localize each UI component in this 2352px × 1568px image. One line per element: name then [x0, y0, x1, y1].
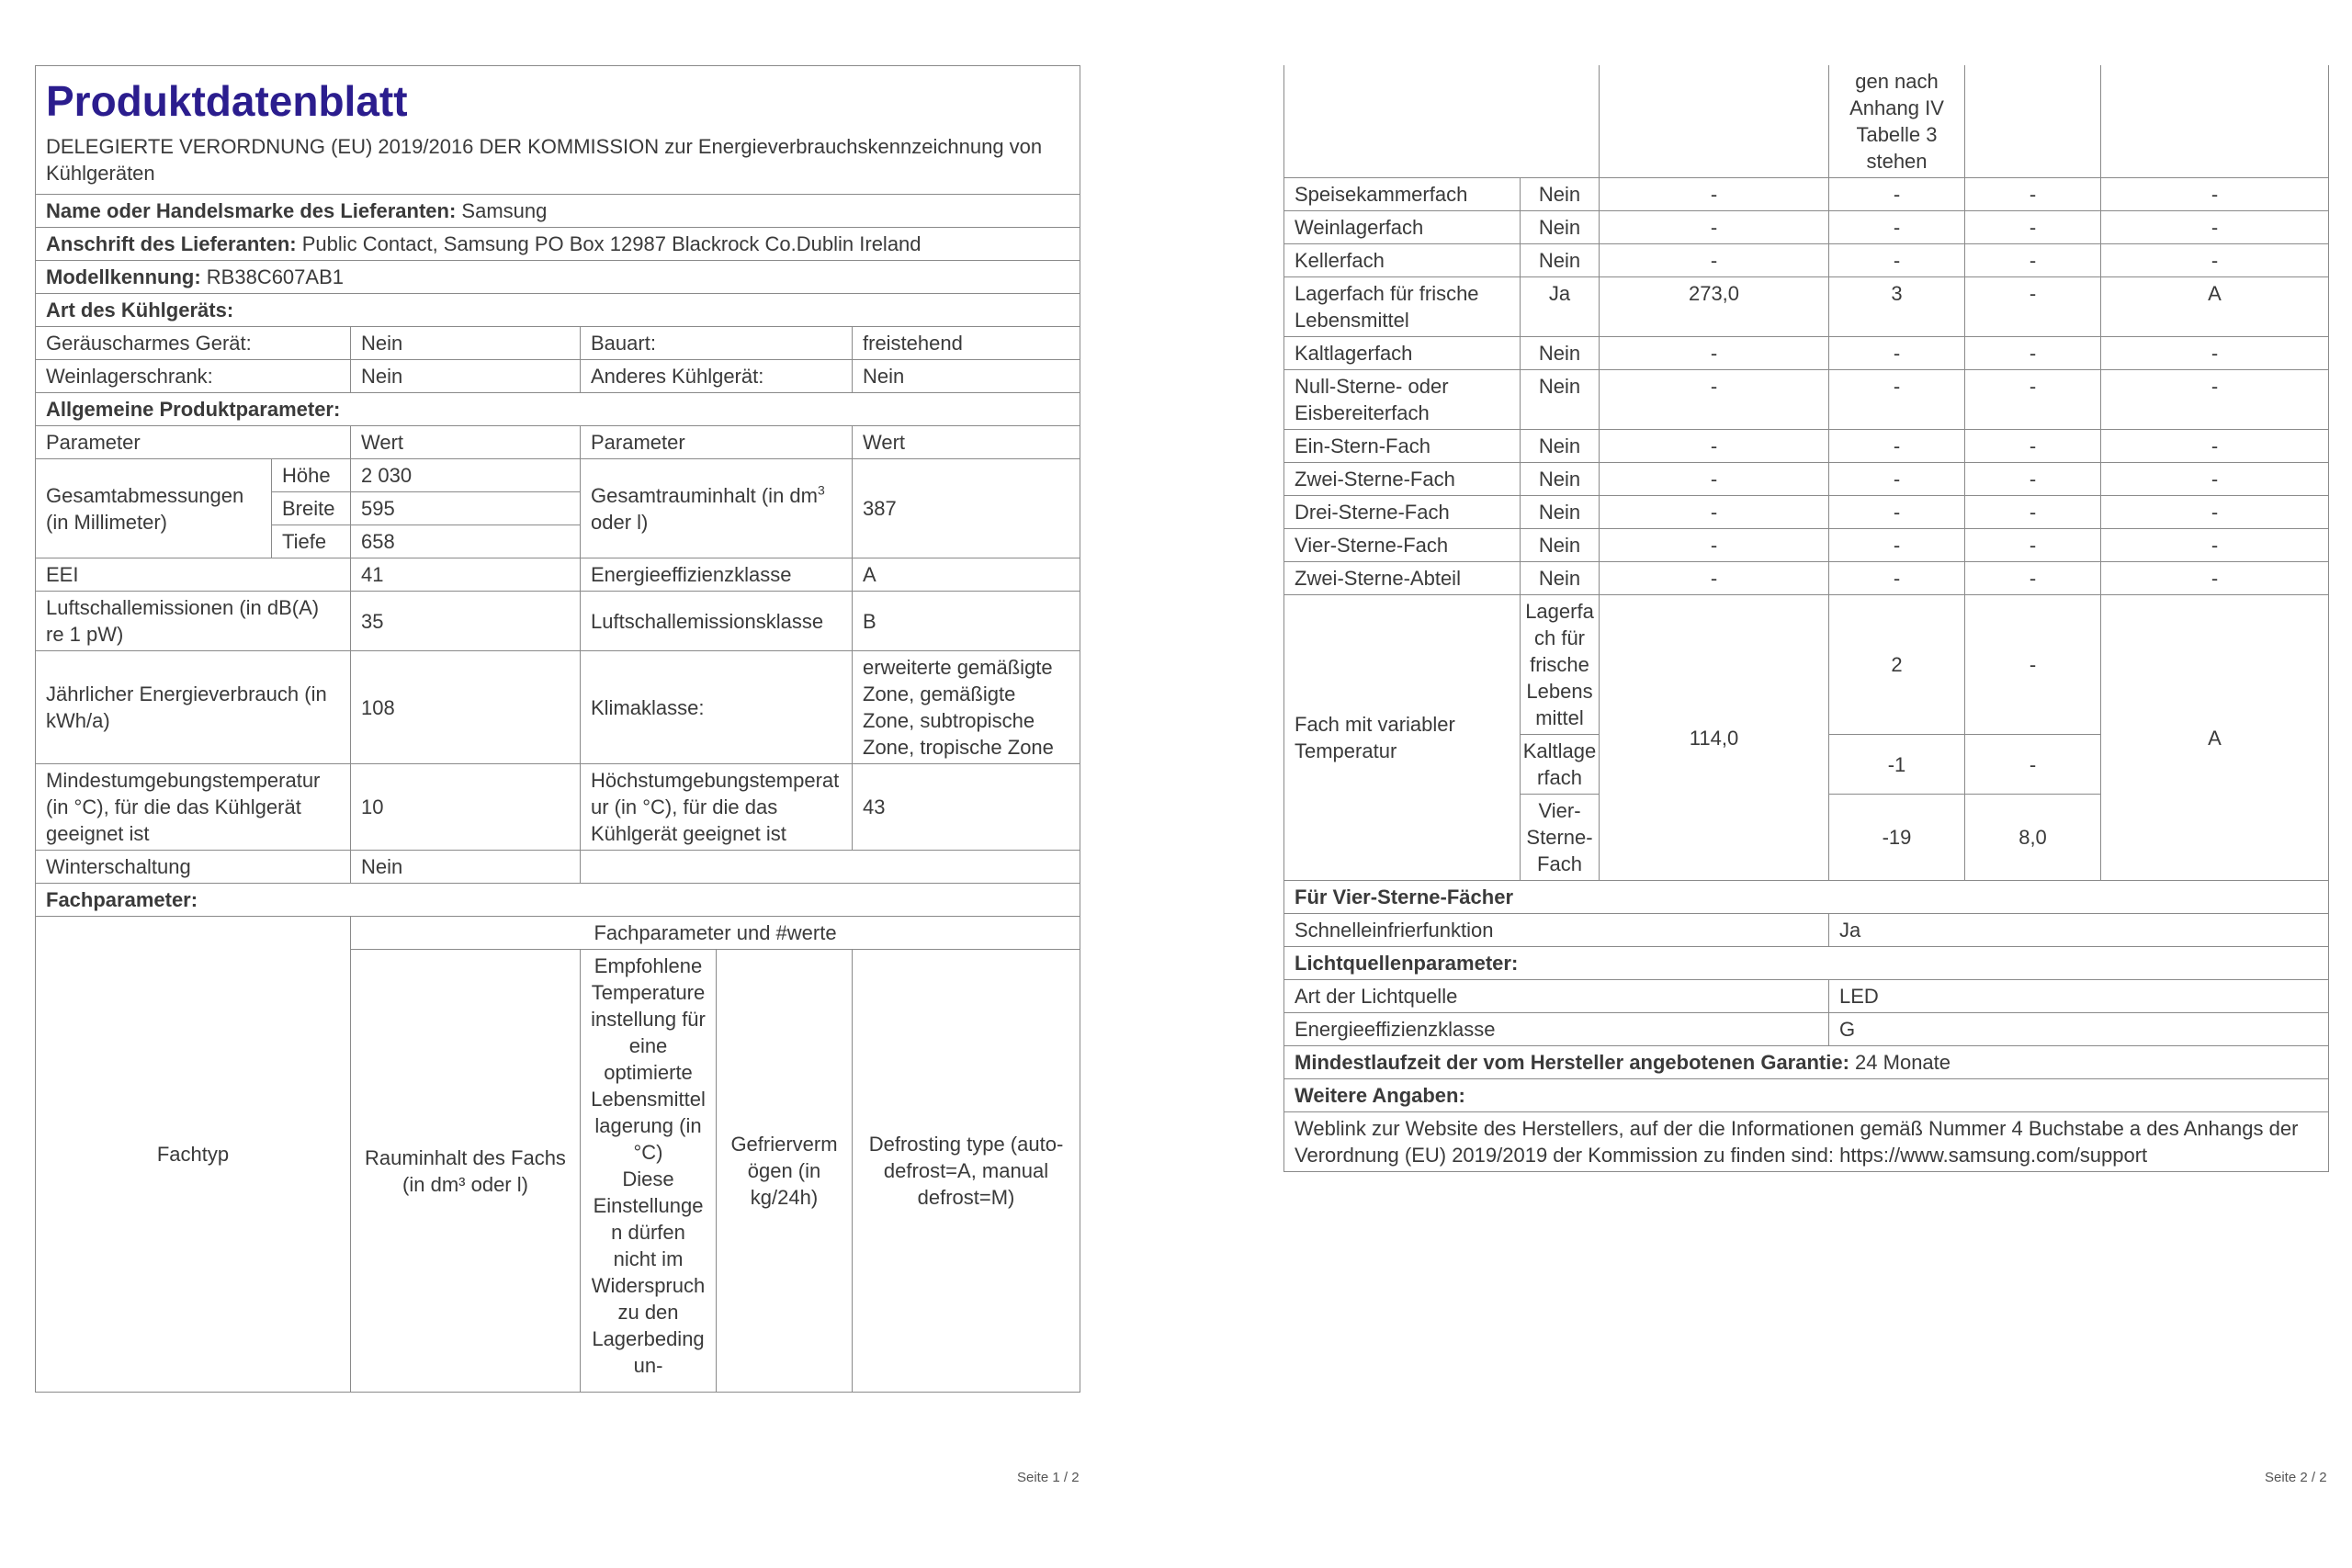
appliance-type-heading: Art des Kühlgeräts:: [36, 294, 1080, 327]
column-header: Parameter: [36, 426, 351, 459]
compartment-type: Lagerfach für frische Lebensmittel: [1284, 277, 1521, 337]
compartment-row: [1284, 211, 2329, 244]
freezing-capacity-header: Gefriervermögen (in kg/24h): [717, 950, 853, 1393]
compartment-temperature: -: [1829, 244, 1965, 277]
temperature-header-text: Empfohlene Temperatureinstellung für eine optimierte Lebensmittellagerung (in °C): [591, 954, 706, 1164]
compartment-volume: -: [1600, 529, 1829, 562]
compartment-freezing: -: [1965, 211, 2101, 244]
param-value: 41: [351, 558, 581, 592]
compartment-freezing: -: [1965, 529, 2101, 562]
light-source-heading: Lichtquellenparameter:: [1284, 947, 2329, 980]
compartment-freezing: -: [1965, 277, 2101, 337]
type-label: Weinlagerschrank:: [36, 360, 351, 393]
column-header: Parameter: [581, 426, 853, 459]
compartment-row: [1284, 562, 2329, 595]
winter-label: Winterschaltung: [36, 851, 351, 884]
compartment-parameters-heading: Fachparameter:: [36, 884, 1080, 917]
document-title: Produktdatenblatt: [46, 77, 408, 125]
page-1: [35, 65, 1080, 1393]
compartment-present: Nein: [1521, 370, 1600, 430]
compartment-temperature: 3: [1829, 277, 1965, 337]
address-value: Public Contact, Samsung PO Box 12987 Blackrock Co.Dublin Ireland: [301, 232, 922, 255]
compartment-row: [1284, 463, 2329, 496]
depth-value: 658: [351, 525, 581, 558]
model-value: RB38C607AB1: [206, 265, 344, 288]
compartment-volume: -: [1600, 244, 1829, 277]
compartment-defrost: -: [2101, 529, 2329, 562]
weblink-text: Weblink zur Website des Herstellers, auf der die Informationen gemäß Nummer 4 Buchstabe a des Anhangs der Verordnung (EU) 2019/2019 der Kommission zu finden sind:: [1295, 1117, 2299, 1167]
compartment-temperature: -: [1829, 430, 1965, 463]
warranty-value: 24 Monate: [1855, 1051, 1951, 1074]
type-value: Nein: [853, 360, 1080, 393]
param-label: Höchstumgebungstemperatur (in °C), für die das Kühlgerät geeignet ist: [581, 764, 853, 851]
compartment-row: [1284, 529, 2329, 562]
variable-temperature: -19: [1829, 795, 1965, 881]
empty-cell: [1965, 65, 2101, 178]
type-value: Nein: [351, 360, 581, 393]
regulation-subtitle: DELEGIERTE VERORDNUNG (EU) 2019/2016 DER KOMMISSION zur Energieverbrauchskennzeichnung von Kühlgeräten: [36, 130, 1080, 195]
param-value: 43: [853, 764, 1080, 851]
compartment-temperature: -: [1829, 178, 1965, 211]
general-row: [36, 558, 1080, 592]
fast-freeze-label: Schnelleinfrierfunktion: [1284, 914, 1829, 947]
param-label: Jährlicher Energieverbrauch (in kWh/a): [36, 651, 351, 764]
type-label: Bauart:: [581, 327, 853, 360]
compartment-freezing: -: [1965, 337, 2101, 370]
compartment-row: [1284, 337, 2329, 370]
page-number: Seite 1 / 2: [1017, 1470, 1080, 1485]
supplier-label: Name oder Handelsmarke des Lieferanten:: [46, 199, 457, 222]
winter-value: Nein: [351, 851, 581, 884]
width-value: 595: [351, 492, 581, 525]
general-row: [36, 592, 1080, 651]
compartment-present: Nein: [1521, 496, 1600, 529]
compartment-freezing: -: [1965, 244, 2101, 277]
compartment-defrost: -: [2101, 496, 2329, 529]
param-label: Klimaklasse:: [581, 651, 853, 764]
address-row: [36, 228, 1080, 261]
column-header: Wert: [351, 426, 581, 459]
fast-freeze-value: Ja: [1829, 914, 2329, 947]
param-value: 35: [351, 592, 581, 651]
total-volume-label: [581, 459, 853, 558]
param-value: 10: [351, 764, 581, 851]
compartment-type: Vier-Sterne-Fach: [1284, 529, 1521, 562]
weblink-row: [1284, 1112, 2329, 1172]
compartment-row: [1284, 370, 2329, 430]
compartment-present: Ja: [1521, 277, 1600, 337]
type-row: [36, 360, 1080, 393]
param-value: A: [853, 558, 1080, 592]
compartment-type: Zwei-Sterne-Fach: [1284, 463, 1521, 496]
compartment-temperature: -: [1829, 337, 1965, 370]
compartment-volume: -: [1600, 178, 1829, 211]
compartment-row: [1284, 277, 2329, 337]
total-volume-label-tail: oder l): [591, 510, 649, 534]
param-label: Luftschallemissionsklasse: [581, 592, 853, 651]
compartment-row: [1284, 496, 2329, 529]
compartment-type: Drei-Sterne-Fach: [1284, 496, 1521, 529]
product-info-table: [35, 65, 1080, 1393]
compartment-table: [1283, 65, 2329, 1172]
empty-cell: [1284, 65, 1600, 178]
compartment-freezing: -: [1965, 463, 2101, 496]
type-value: freistehend: [853, 327, 1080, 360]
variable-mode: Lagerfach für frische Lebensmittel: [1521, 595, 1600, 735]
light-type-label: Art der Lichtquelle: [1284, 980, 1829, 1013]
compartment-defrost: -: [2101, 178, 2329, 211]
compartment-temperature: -: [1829, 529, 1965, 562]
compartment-type: Kaltlagerfach: [1284, 337, 1521, 370]
compartment-volume: -: [1600, 496, 1829, 529]
compartment-type: Ein-Stern-Fach: [1284, 430, 1521, 463]
compartment-present: Nein: [1521, 562, 1600, 595]
type-label: Anderes Kühlgerät:: [581, 360, 853, 393]
warranty-label: Mindestlaufzeit der vom Hersteller angebotenen Garantie:: [1295, 1051, 1849, 1074]
more-info-heading: Weitere Angaben:: [1284, 1079, 2329, 1112]
variable-mode: Kaltlagerfach: [1521, 735, 1600, 795]
param-label: Energieeffizienzklasse: [581, 558, 853, 592]
temperature-header-continued: gen nach Anhang IV Tabelle 3 stehen: [1829, 65, 1965, 178]
compartment-present: Nein: [1521, 529, 1600, 562]
compartment-freezing: -: [1965, 562, 2101, 595]
light-type-value: LED: [1829, 980, 2329, 1013]
compartment-type: Weinlagerfach: [1284, 211, 1521, 244]
light-class-value: G: [1829, 1013, 2329, 1046]
type-value: Nein: [351, 327, 581, 360]
type-label: Geräuscharmes Gerät:: [36, 327, 351, 360]
compartment-defrost: -: [2101, 211, 2329, 244]
page-2: [1283, 65, 2327, 1172]
variable-freezing: 8,0: [1965, 795, 2101, 881]
address-label: Anschrift des Lieferanten:: [46, 232, 297, 255]
empty-cell: [581, 851, 1080, 884]
param-value: B: [853, 592, 1080, 651]
param-value: erweiterte gemäßigte Zone, gemäßigte Zone, subtropische Zone, tropische Zone: [853, 651, 1080, 764]
param-label: EEI: [36, 558, 351, 592]
page-number: Seite 2 / 2: [2265, 1470, 2327, 1485]
compartment-row: [1284, 430, 2329, 463]
compartment-temperature: -: [1829, 370, 1965, 430]
compartment-type-header: Fachtyp: [36, 917, 351, 1393]
compartment-temperature: -: [1829, 211, 1965, 244]
compartment-row: [1284, 178, 2329, 211]
general-parameters-heading: Allgemeine Produktparameter:: [36, 393, 1080, 426]
compartment-defrost: -: [2101, 244, 2329, 277]
depth-label: Tiefe: [272, 525, 351, 558]
weblink-url[interactable]: https://www.samsung.com/support: [1839, 1144, 2148, 1167]
model-label: Modellkennung:: [46, 265, 201, 288]
compartment-defrost: -: [2101, 463, 2329, 496]
param-value: 108: [351, 651, 581, 764]
variable-temperature: 2: [1829, 595, 1965, 735]
compartment-volume: -: [1600, 337, 1829, 370]
total-volume-label-text: Gesamtrauminhalt (in dm: [591, 483, 818, 507]
compartment-volume: -: [1600, 211, 1829, 244]
model-row: [36, 261, 1080, 294]
compartment-group-header: Fachparameter und #werte: [351, 917, 1080, 950]
compartment-volume: 273,0: [1600, 277, 1829, 337]
compartment-present: Nein: [1521, 178, 1600, 211]
compartment-type: Speisekammerfach: [1284, 178, 1521, 211]
four-star-heading: Für Vier-Sterne-Fächer: [1284, 881, 2329, 914]
compartment-present: Nein: [1521, 244, 1600, 277]
compartment-present: Nein: [1521, 463, 1600, 496]
height-label: Höhe: [272, 459, 351, 492]
compartment-freezing: -: [1965, 370, 2101, 430]
compartment-defrost: -: [2101, 562, 2329, 595]
compartment-defrost: -: [2101, 430, 2329, 463]
empty-cell: [1600, 65, 1829, 178]
empty-cell: [2101, 65, 2329, 178]
param-label: Mindestumgebungstemperatur (in °C), für die das Kühlgerät geeignet ist: [36, 764, 351, 851]
compartment-freezing: -: [1965, 430, 2101, 463]
temperature-header-note: Diese Einstellungen dürfen nicht im Widerspruch zu den Lagerbedingun-: [591, 1168, 706, 1377]
variable-compartment-type: Fach mit variabler Temperatur: [1284, 595, 1521, 881]
compartment-type: Kellerfach: [1284, 244, 1521, 277]
temperature-header: [581, 950, 717, 1393]
width-label: Breite: [272, 492, 351, 525]
compartment-type: Zwei-Sterne-Abteil: [1284, 562, 1521, 595]
defrost-type-header: Defrosting type (auto-defrost=A, manual defrost=M): [853, 950, 1080, 1393]
compartment-temperature: -: [1829, 496, 1965, 529]
variable-freezing: -: [1965, 735, 2101, 795]
compartment-present: Nein: [1521, 430, 1600, 463]
volume-header: Rauminhalt des Fachs (in dm³ oder l): [351, 950, 581, 1393]
variable-mode: Vier-Sterne-Fach: [1521, 795, 1600, 881]
param-label: Luftschallemissionen (in dB(A) re 1 pW): [36, 592, 351, 651]
column-header: Wert: [853, 426, 1080, 459]
compartment-present: Nein: [1521, 211, 1600, 244]
general-row: [36, 764, 1080, 851]
total-volume-value: 387: [853, 459, 1080, 558]
warranty-row: [1284, 1046, 2329, 1079]
compartment-freezing: -: [1965, 178, 2101, 211]
height-value: 2 030: [351, 459, 581, 492]
variable-freezing: -: [1965, 595, 2101, 735]
general-row: [36, 651, 1080, 764]
variable-volume: 114,0: [1600, 595, 1829, 881]
supplier-value: Samsung: [461, 199, 548, 222]
compartment-present: Nein: [1521, 337, 1600, 370]
compartment-volume: -: [1600, 463, 1829, 496]
compartment-volume: -: [1600, 370, 1829, 430]
compartment-volume: -: [1600, 430, 1829, 463]
compartment-temperature: -: [1829, 463, 1965, 496]
type-row: [36, 327, 1080, 360]
compartment-volume: -: [1600, 562, 1829, 595]
supplier-row: [36, 195, 1080, 228]
compartment-temperature: -: [1829, 562, 1965, 595]
compartment-defrost: -: [2101, 370, 2329, 430]
compartment-freezing: -: [1965, 496, 2101, 529]
variable-temperature: -1: [1829, 735, 1965, 795]
compartment-type: Null-Sterne- oder Eisbereiterfach: [1284, 370, 1521, 430]
general-header-row: [36, 426, 1080, 459]
compartment-defrost: -: [2101, 337, 2329, 370]
variable-defrost: A: [2101, 595, 2329, 881]
compartment-row: [1284, 244, 2329, 277]
light-class-label: Energieeffizienzklasse: [1284, 1013, 1829, 1046]
compartment-defrost: A: [2101, 277, 2329, 337]
total-volume-label-sup: 3: [817, 482, 825, 498]
dimensions-label: Gesamtabmessungen (in Millimeter): [36, 459, 272, 558]
